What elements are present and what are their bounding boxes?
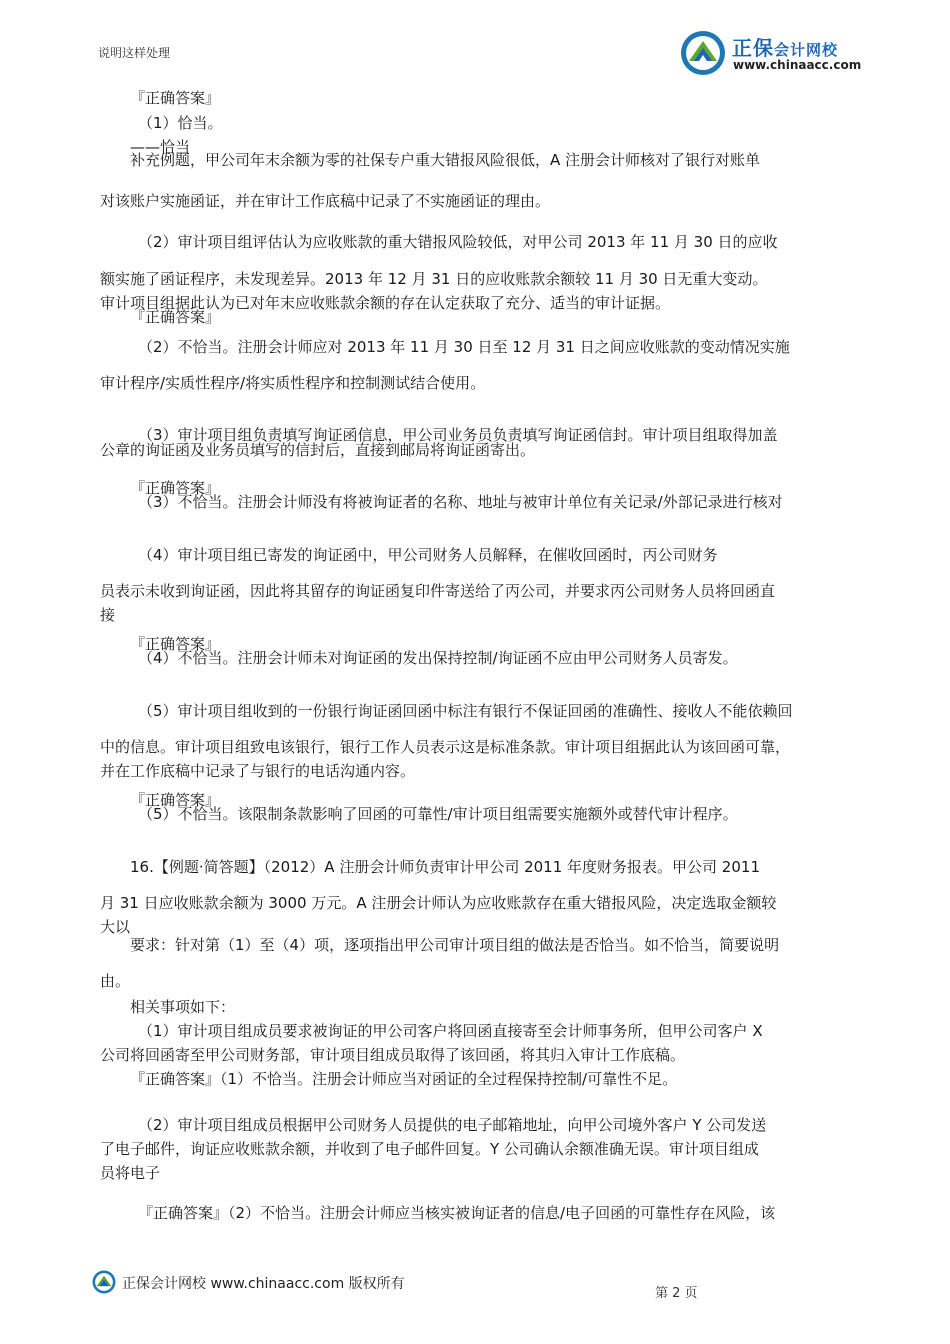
truncated-line-text: 公章的询证函及业务员填写的信封后，直接到邮局将询证函寄出。 (100, 441, 536, 459)
page-number-text: 第 2 页 (655, 1286, 698, 1301)
logo-brand-name (732, 32, 838, 61)
answer-line: ——恰当 (130, 138, 191, 156)
truncated-line (138, 702, 850, 722)
logo-brand-main: 正保 (732, 36, 774, 60)
truncated-line-text: （5）审计项目组收到的一份银行询证函回函中标注有银行不保证回函的准确性、接收人不能依赖回 (138, 702, 793, 720)
truncated-line-text: （4）审计项目组已寄发的询证函中，甲公司财务人员解释，在催收回函时，丙公司财务 (138, 546, 718, 564)
truncated-line (100, 441, 850, 460)
truncated-line (138, 805, 850, 824)
paragraph-line: 相关事项如下： (130, 998, 236, 1016)
paragraph-line: 了电子邮件，询证应收账款余额，并收到了电子邮件回复。Y 公司确认余额准确无误。审计项目组成 (100, 1140, 759, 1158)
truncated-line (100, 761, 850, 780)
cut-off-header-text (98, 46, 218, 60)
paragraph-line: 审计项目组据此认为已对年末应收账款余额的存在认定获取了充分、适当的审计证据。 (100, 294, 671, 312)
footer-copyright: 正保会计网校 www.chinaacc.com 版权所有 (122, 1276, 405, 1292)
truncated-line-text: （3）不恰当。注册会计师没有将被询证者的名称、地址与被审计单位有关记录/外部记录进行核对 (138, 493, 783, 511)
paragraph-line: （2）审计项目组成员根据甲公司财务人员提供的电子邮箱地址，向甲公司境外客户 Y 公司发送 (138, 1116, 767, 1134)
answer-heading: 『正确答案』 (130, 635, 221, 653)
truncated-line (138, 493, 850, 512)
paragraph-line: 员将电子 (100, 1164, 161, 1182)
truncated-line-text: 大以 (100, 918, 131, 936)
logo-brand-sub: 会计网校 (774, 41, 839, 59)
paragraph-line: 对该账户实施函证，并在审计工作底稿中记录了不实施函证的理由。 (100, 192, 551, 210)
truncated-line-text: 『正确答案』（2）不恰当。注册会计师应当核实被询证者的信息/电子回函的可靠性存在风险，该 (138, 1204, 776, 1222)
truncated-line-text: 补充例题，甲公司年末余额为零的社保专户重大错报风险很低，A 注册会计师核对了银行对账单 (130, 151, 761, 169)
answer-heading: 『正确答案』 (130, 89, 221, 107)
page-number-cut (655, 1286, 698, 1301)
chinaacc-footer-logo-icon (92, 1270, 116, 1294)
truncated-line (100, 917, 160, 936)
truncated-line-text: 『正确答案』 (130, 308, 221, 326)
answer-line: 『正确答案』（1）不恰当。注册会计师应当对函证的全过程保持控制/可靠性不足。 (130, 1070, 678, 1088)
paragraph-line: 额实施了函证程序，未发现差异。2013 年 12 月 31 日的应收账款余额较 11 月 30 日无重大变动。 (100, 270, 768, 288)
truncated-line (100, 605, 140, 624)
truncated-line (138, 649, 850, 668)
paragraph-line: （3）审计项目组负责填写询证函信息，甲公司业务员负责填写询证函信封。审计项目组取得加盖 (138, 426, 778, 444)
truncated-line-text: 接 (100, 606, 116, 624)
truncated-line (138, 546, 850, 566)
truncated-line (138, 338, 850, 358)
truncated-line-text: （5）不恰当。该限制条款影响了回函的可靠性/审计项目组需要实施额外或替代审计程序。 (138, 805, 738, 823)
truncated-line-text: （2）审计项目组评估认为应收账款的重大错报风险较低，对甲公司 2013 年 11 月 30 日的应收 (138, 233, 778, 251)
answer-heading: 『正确答案』 (130, 791, 221, 809)
answer-heading: 『正确答案』 (130, 479, 221, 497)
truncated-line-text: （2）不恰当。注册会计师应对 2013 年 11 月 30 日至 12 月 31 日之间应收账款的变动情况实施 (138, 338, 790, 356)
chinaacc-logo-icon (680, 30, 726, 76)
truncated-line (130, 308, 330, 328)
logo-url: www.chinaacc.com (733, 58, 862, 72)
truncated-line-text: 16.【例题·简答题】（2012）A 注册会计师负责审计甲公司 2011 年度财务报表。甲公司 2011 (130, 858, 760, 876)
truncated-line (130, 858, 850, 878)
answer-line: （1）恰当。 (138, 114, 223, 132)
truncated-line (138, 233, 850, 253)
paragraph-line: 中的信息。审计项目组致电该银行，银行工作人员表示这是标准条款。审计项目组据此认为该回函可靠， (100, 738, 791, 756)
paragraph-line: 员表示未收到询证函，因此将其留存的询证函复印件寄送给了丙公司，并要求丙公司财务人员将回函直 (100, 582, 776, 600)
truncated-line (130, 936, 850, 956)
cut-off-header-line: 说明这样处理 (98, 46, 171, 60)
truncated-line (138, 1204, 850, 1224)
truncated-line-text: 要求：针对第（1）至（4）项，逐项指出甲公司审计项目组的做法是否恰当。如不恰当，简要说明 (130, 936, 780, 954)
paragraph-line: 公司将回函寄至甲公司财务部，审计项目组成员取得了该回函，将其归入审计工作底稿。 (100, 1046, 686, 1064)
paragraph-line: 审计程序/实质性程序/将实质性程序和控制测试结合使用。 (100, 374, 486, 392)
truncated-line-text: 并在工作底稿中记录了与银行的电话沟通内容。 (100, 762, 416, 780)
truncated-line-text: （4）不恰当。注册会计师未对询证函的发出保持控制/询证函不应由甲公司财务人员寄发。 (138, 649, 738, 667)
truncated-line (130, 151, 850, 172)
paragraph-line: 由。 (100, 972, 131, 990)
paragraph-line: 月 31 日应收账款余额为 3000 万元。A 注册会计师认为应收账款存在重大错报风险，决定选取金额较 (100, 894, 777, 912)
paragraph-line: （1）审计项目组成员要求被询证的甲公司客户将回函直接寄至会计师事务所，但甲公司客户 X (138, 1022, 763, 1040)
header-logo (680, 30, 920, 76)
